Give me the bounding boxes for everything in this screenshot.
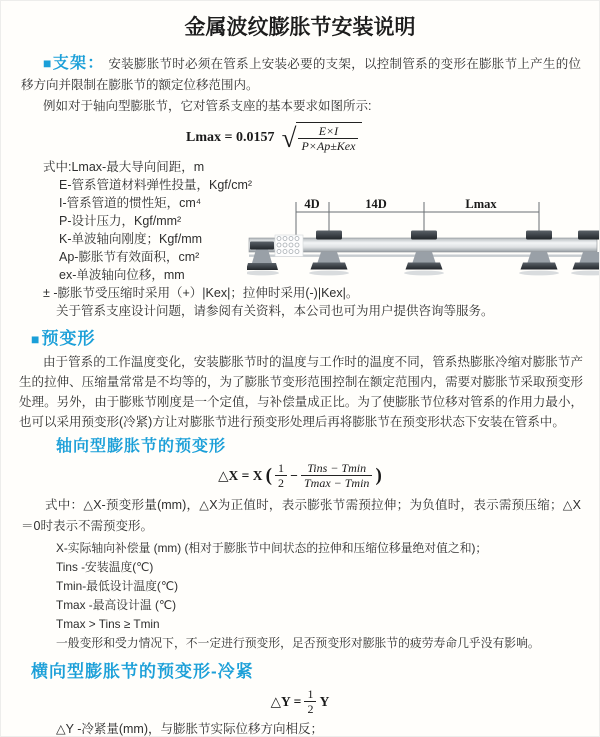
support-paragraph — [21, 53, 581, 96]
definition-line: ± -膨胀节受压缩时采用（+）|Kex|；拉伸时采用(-)|Kex|。 — [43, 285, 359, 300]
section-marker-icon: ■ — [43, 55, 52, 71]
radical-sign: √ — [281, 122, 297, 153]
fraction-numerator: 1 — [278, 460, 285, 475]
axial-subheading: 轴向型膨胀节的预变形 — [56, 437, 227, 455]
formula-axial-lhs: △X = X — [218, 467, 263, 483]
predeform-body-text: 由于管系的工作温度变化，安装膨胀节时的温度与工作时的温度不同，管系热膨胀冷缩对膨胀节产生的拉伸、压缩量常常是不均等的，为了膨胀节变形范围控制在额定范围内，需要对膨胀节采取预变形处理。另外，由于膨账节刚度是一个定值，与补偿量成正比。为了使膨胀节位移对管系的作用力最小，也可以采用预变形(冷紧)方让对膨胀节进行预变形处理后再将膨胀节在预变形状态下安装在管系中。 — [19, 354, 583, 429]
definition-line: K-单波轴向刚度；Kgf/mm — [59, 231, 203, 246]
axial-definition-line: Tmax > Tins ≥ Tmin — [56, 616, 160, 631]
axial-definition-line: Tmax -最高设计温 (℃) — [56, 597, 177, 612]
half-fraction — [275, 461, 287, 491]
guide-support — [404, 231, 444, 276]
fraction-numerator: 1 — [307, 686, 314, 701]
fraction-numerator: E×I — [318, 124, 339, 138]
fraction-denominator: P×Ap±Kex — [298, 138, 358, 153]
formula-lmax — [186, 122, 599, 154]
half-fraction — [304, 687, 316, 717]
predeform-heading-label: 预变形 — [41, 328, 96, 348]
axial-definition-line: Tins -安装温度(℃) — [56, 559, 154, 574]
axial-definition-list — [56, 539, 599, 653]
definition-line: Ap-膨胀节有效面积，cm² — [59, 249, 200, 264]
pipe-support-diagram — [247, 195, 599, 290]
radicand-fraction — [298, 124, 358, 154]
bellows — [275, 235, 303, 257]
axial-definition-line: Tmin-最低设计温度(℃) — [56, 578, 179, 593]
fraction-denominator: 2 — [275, 475, 287, 490]
guide-support — [309, 231, 349, 276]
fraction-denominator: 2 — [304, 701, 316, 716]
support-intro-text: 安装膨胀节时必须在管系上安装必要的支架，以控制管系的变形在膨胀节上产生的位移方向并限制在膨胀节的额定位移范围内。 — [21, 57, 581, 92]
axial-note-text: 式中：△X-预变形量(mm)，△X为正值时，表示膨张节需预拉伸；为负值时，表示需预压缩；△X＝0时表示不需预变形。 — [21, 497, 581, 533]
fraction-numerator: Tins − Tmin — [307, 460, 367, 475]
dimension-label-4d: 4D — [304, 197, 320, 211]
formula-lateral-rhs: Y — [319, 693, 330, 709]
temperature-fraction — [301, 461, 372, 491]
guide-support — [519, 231, 559, 276]
section-marker-icon: ■ — [31, 330, 41, 347]
predeform-heading — [31, 328, 599, 350]
page-title: 金属波纹膨胀节安装说明 — [184, 16, 416, 39]
definition-line: E-管系管道材料弹性投量，Kgf/cm² — [59, 177, 253, 192]
radical-expression — [282, 122, 363, 154]
definition-line: ex-单波轴向位移，mm — [59, 267, 185, 282]
minus-sign: − — [290, 467, 298, 483]
definition-line: 关于管系支座设计问题，请参阅有关资料，本公司也可为用户提供咨询等服务。 — [56, 303, 494, 318]
definition-line: 式中:Lmax-最大导向间距，m — [43, 159, 205, 174]
fraction-denominator: Tmax − Tmin — [301, 475, 372, 490]
open-paren: ( — [265, 464, 272, 486]
formula-lmax-lhs: Lmax = 0.0157 — [186, 129, 275, 145]
axial-definition-line: 一般变形和受力情况下，不一定进行预变形，足否预变形对膨胀节的疲劳寿命几乎没有影响。 — [56, 635, 540, 650]
lateral-note-text: △Y -冷紧量(mm)，与膨胀节实际位移方向相反； — [56, 722, 324, 737]
formula-lateral — [1, 687, 599, 717]
lateral-subheading: 横向型膨胀节的预变形-冷紧 — [31, 661, 254, 681]
support-example-text: 例如对于轴向型膨胀节，它对管系支座的基本要求如图所示: — [43, 99, 372, 113]
formula-axial — [1, 461, 599, 491]
dimension-label-lmax: Lmax — [465, 197, 497, 211]
radicand — [296, 122, 362, 154]
dimension-label-14d: 14D — [365, 197, 387, 211]
support-heading: 支架： — [52, 55, 105, 72]
close-paren: ) — [375, 464, 382, 486]
guide-support — [571, 231, 599, 276]
axial-definition-line: X-实际轴向补偿量 (mm) (相对于膨胀节中间状态的拉伸和压缩位移量绝对值之和)； — [56, 540, 488, 555]
definition-line: P-设计压力，Kgf/mm² — [59, 213, 182, 228]
formula-lateral-lhs: △Y = — [270, 693, 302, 709]
definition-line: I-管系管道的惯性矩，cm⁴ — [59, 195, 202, 210]
